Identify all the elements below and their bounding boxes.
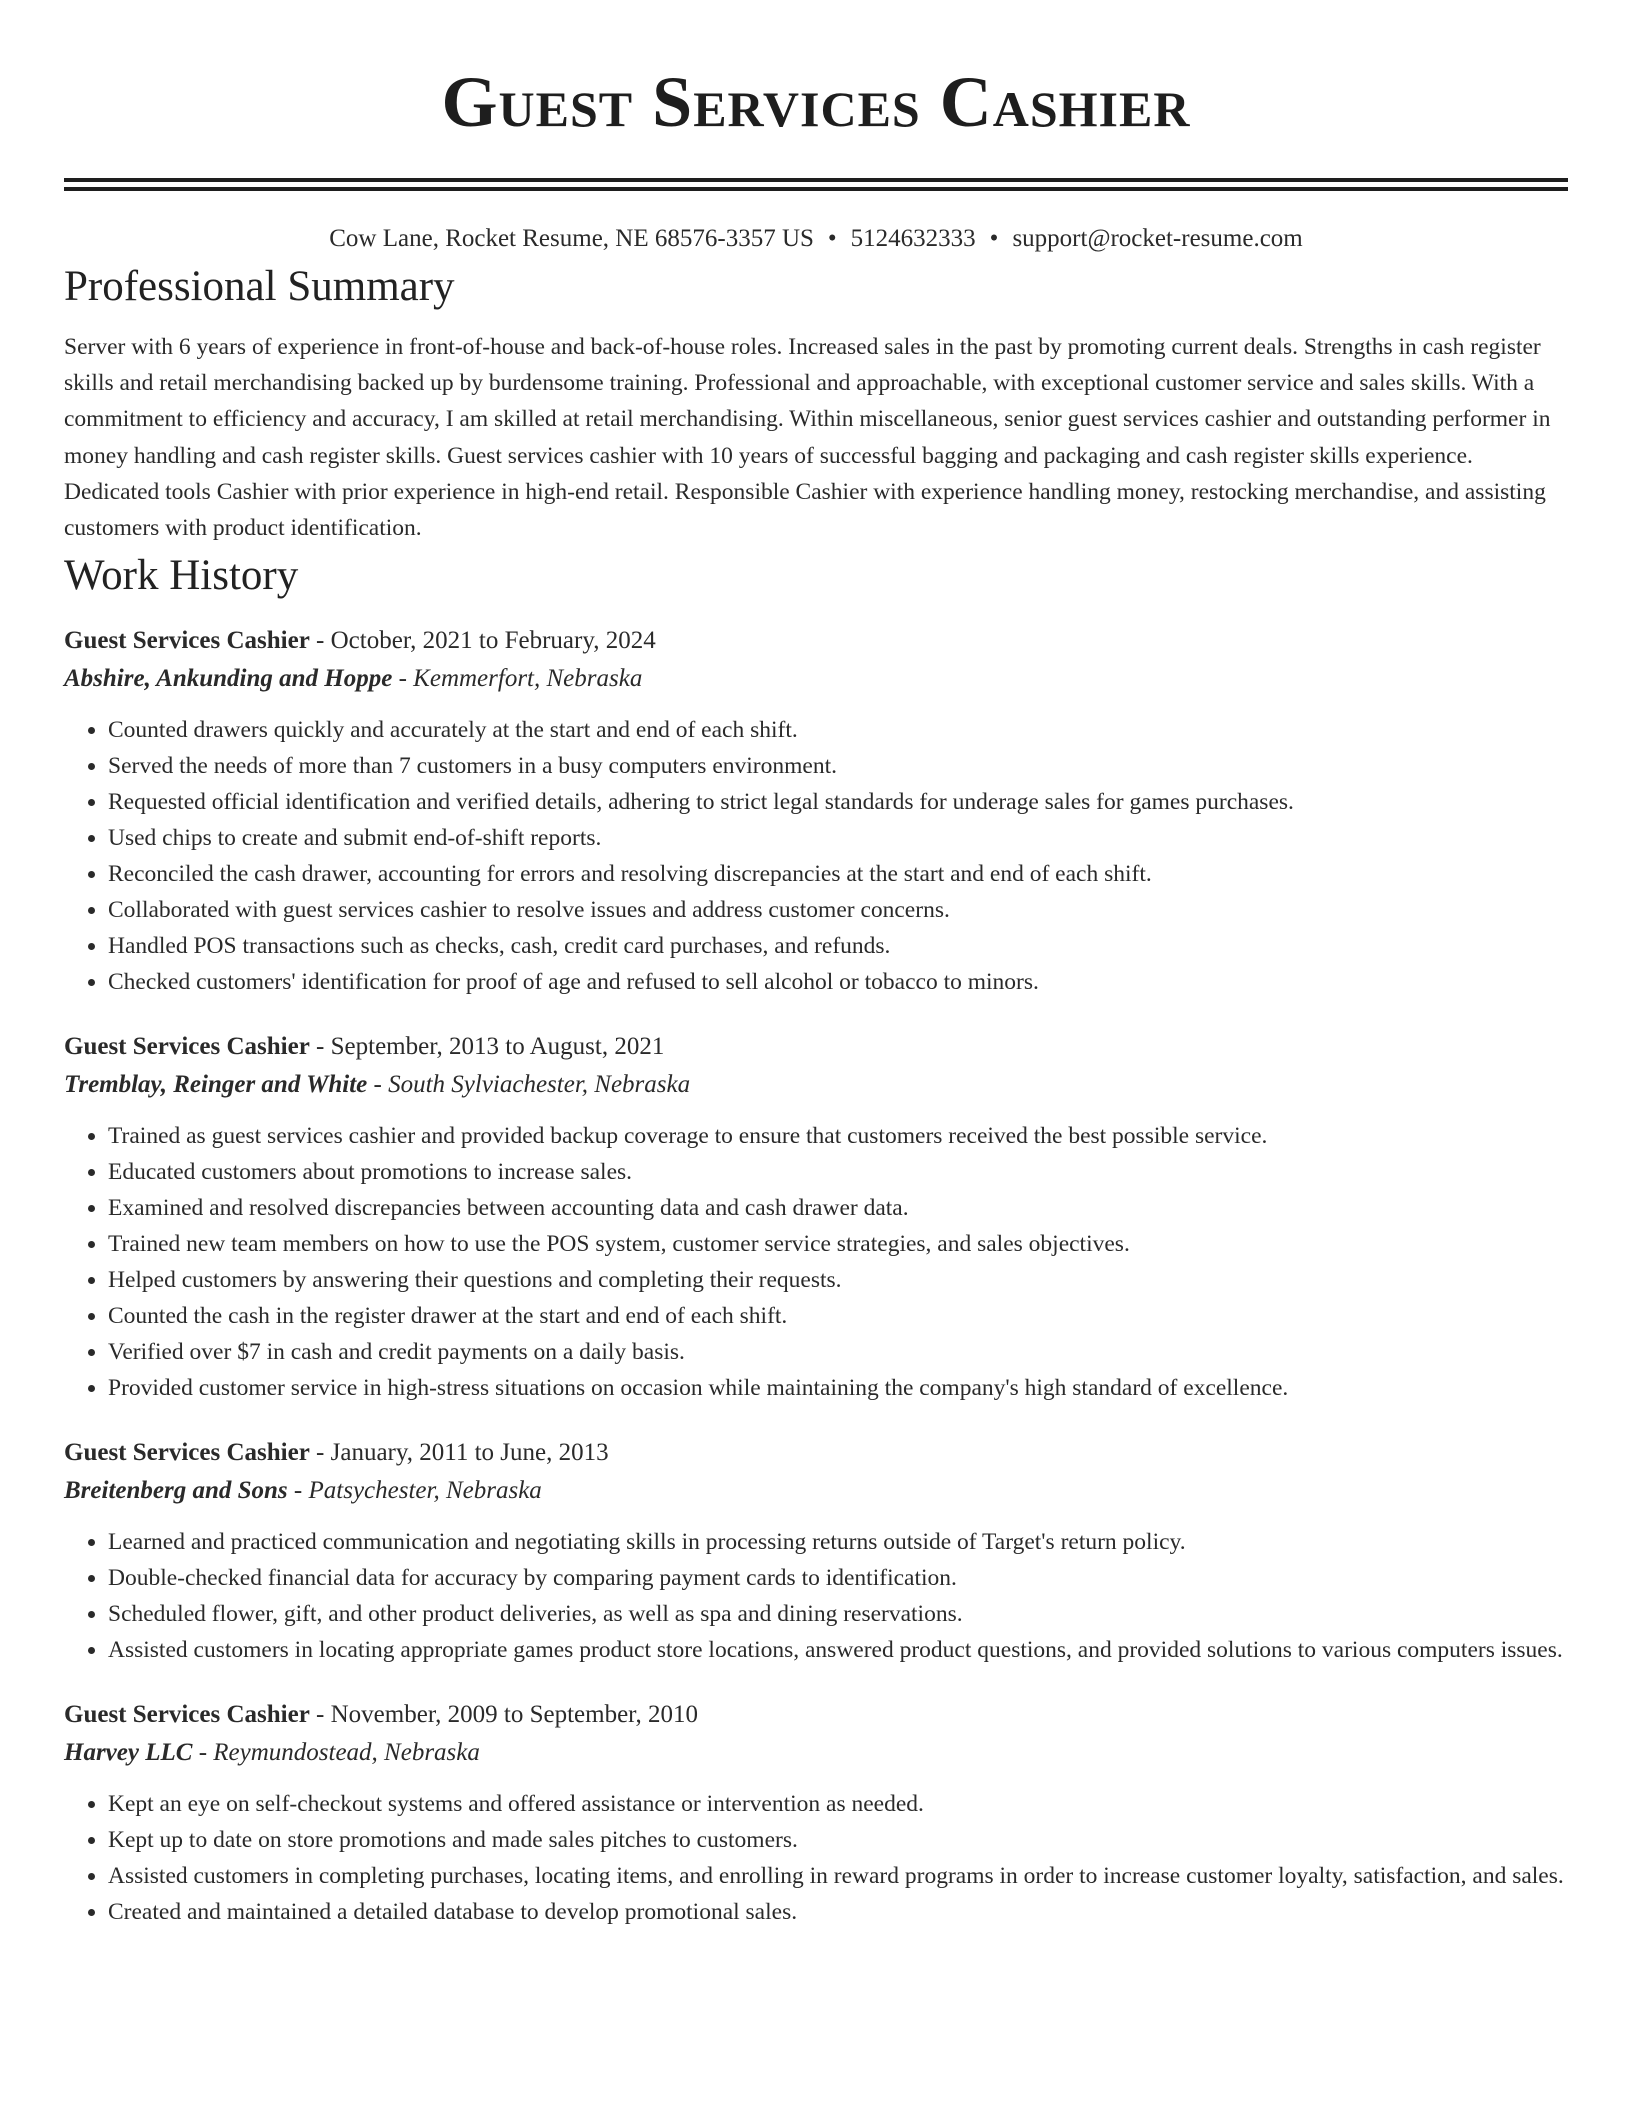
summary-text: Server with 6 years of experience in front-of-house and back-of-house roles. Increased sales in the past by promoting current deals. Strengths in cash register skills and retail merchandising backed up by burdensome training. Professional and approachable, with exceptional customer service and sales skills. With a commitment to efficiency and accuracy, I am skilled at retail merchandising. Within miscellaneous, senior guest services cashier and outstanding performer in money handling and cash register skills. Guest services cashier with 10 years of successful bagging and packaging and cash register skills experience. Dedicated tools Cashier with prior experience in high-end retail. Responsible Cashier with experience handling money, restocking merchandise, and assisting customers with product identification. <box>64 334 1551 542</box>
job-company: Breitenberg and Sons <box>64 1477 288 1505</box>
job-location: - South Sylviachester, Nebraska <box>367 1071 691 1099</box>
job-duties-list <box>64 1786 1568 1930</box>
summary-heading: Professional Summary <box>64 263 455 310</box>
duty-item: • Trained new team members on how to use the POS system, customer service strategies, and sales objectives. <box>108 1226 1568 1262</box>
job-location: - Kemmerfort, Nebraska <box>392 665 643 693</box>
job-location: - Reymundostead, Nebraska <box>192 1739 480 1767</box>
job-role: Guest Services Cashier <box>64 627 310 655</box>
job-entry <box>64 1696 1568 1930</box>
duty-item: • Trained as guest services cashier and provided backup coverage to ensure that customers received the best possible service. <box>108 1118 1568 1154</box>
work-history-heading: Work History <box>64 552 299 600</box>
work-history-list <box>64 622 1568 1930</box>
job-duties-list <box>64 1524 1568 1668</box>
contact-address: Cow Lane, Rocket Resume, NE 68576-3357 US <box>329 225 814 252</box>
duty-item: • Double-checked financial data for accuracy by comparing payment cards to identification. <box>108 1560 1568 1596</box>
duty-item: • Served the needs of more than 7 customers in a busy computers environment. <box>108 748 1568 784</box>
job-role: Guest Services Cashier <box>64 1701 310 1729</box>
duty-item: • Counted the cash in the register drawer at the start and end of each shift. <box>108 1298 1568 1334</box>
duty-item: • Examined and resolved discrepancies between accounting data and cash drawer data. <box>108 1190 1568 1226</box>
job-role: Guest Services Cashier <box>64 1439 310 1467</box>
contact-line <box>64 221 1568 257</box>
job-title-line <box>64 1028 1568 1066</box>
duty-item: • Verified over $7 in cash and credit payments on a daily basis. <box>108 1334 1568 1370</box>
job-duties-list <box>64 1118 1568 1406</box>
job-dates: - September, 2013 to August, 2021 <box>309 1033 665 1061</box>
duty-item: • Assisted customers in completing purchases, locating items, and enrolling in reward programs in order to increase customer loyalty, satisfaction, and sales. <box>108 1858 1568 1894</box>
duty-item: • Educated customers about promotions to increase sales. <box>108 1154 1568 1190</box>
duty-item: • Kept up to date on store promotions and made sales pitches to customers. <box>108 1822 1568 1858</box>
duty-item: • Reconciled the cash drawer, accounting for errors and resolving discrepancies at the start and end of each shift. <box>108 856 1568 892</box>
duty-item: • Handled POS transactions such as checks, cash, credit card purchases, and refunds. <box>108 928 1568 964</box>
duty-item: • Scheduled flower, gift, and other product deliveries, as well as spa and dining reservations. <box>108 1596 1568 1632</box>
job-title-line <box>64 622 1568 660</box>
resume-title: Guest Services Cashier <box>441 62 1191 142</box>
job-title-line <box>64 1434 1568 1472</box>
job-role: Guest Services Cashier <box>64 1033 310 1061</box>
duty-item: • Created and maintained a detailed database to develop promotional sales. <box>108 1894 1568 1930</box>
job-company-line <box>64 660 1568 698</box>
job-dates: - October, 2021 to February, 2024 <box>309 627 656 655</box>
job-entry <box>64 1434 1568 1668</box>
duty-item: • Collaborated with guest services cashier to resolve issues and address customer concerns. <box>108 892 1568 928</box>
job-dates: - November, 2009 to September, 2010 <box>309 1701 698 1729</box>
duty-item: • Kept an eye on self-checkout systems and offered assistance or intervention as needed. <box>108 1786 1568 1822</box>
job-dates: - January, 2011 to June, 2013 <box>309 1439 609 1467</box>
duty-item: • Counted drawers quickly and accurately at the start and end of each shift. <box>108 712 1568 748</box>
job-company-line <box>64 1734 1568 1772</box>
job-company: Harvey LLC <box>64 1739 193 1767</box>
job-duties-list <box>64 712 1568 1000</box>
contact-email: support@rocket-resume.com <box>1012 225 1303 252</box>
contact-separator: • <box>989 225 999 252</box>
duty-item: • Provided customer service in high-stress situations on occasion while maintaining the company's high standard of excellence. <box>108 1370 1568 1406</box>
duty-item: • Assisted customers in locating appropriate games product store locations, answered product questions, and provided solutions to various computers issues. <box>108 1632 1568 1668</box>
job-entry <box>64 622 1568 1000</box>
job-company-line <box>64 1066 1568 1104</box>
contact-phone: 5124632333 <box>850 225 976 252</box>
job-company: Abshire, Ankunding and Hoppe <box>64 665 393 693</box>
job-company-line <box>64 1472 1568 1510</box>
job-location: - Patsychester, Nebraska <box>287 1477 542 1505</box>
title-rule-bottom <box>64 187 1568 191</box>
duty-item: • Requested official identification and verified details, adhering to strict legal standards for underage sales for games purchases. <box>108 784 1568 820</box>
duty-item: • Used chips to create and submit end-of-shift reports. <box>108 820 1568 856</box>
job-entry <box>64 1028 1568 1406</box>
duty-item: • Helped customers by answering their questions and completing their requests. <box>108 1262 1568 1298</box>
duty-item: • Learned and practiced communication and negotiating skills in processing returns outside of Target's return policy. <box>108 1524 1568 1560</box>
contact-separator: • <box>827 225 837 252</box>
duty-item: • Checked customers' identification for proof of age and refused to sell alcohol or tobacco to minors. <box>108 964 1568 1000</box>
job-company: Tremblay, Reinger and White <box>64 1071 368 1099</box>
job-title-line <box>64 1696 1568 1734</box>
